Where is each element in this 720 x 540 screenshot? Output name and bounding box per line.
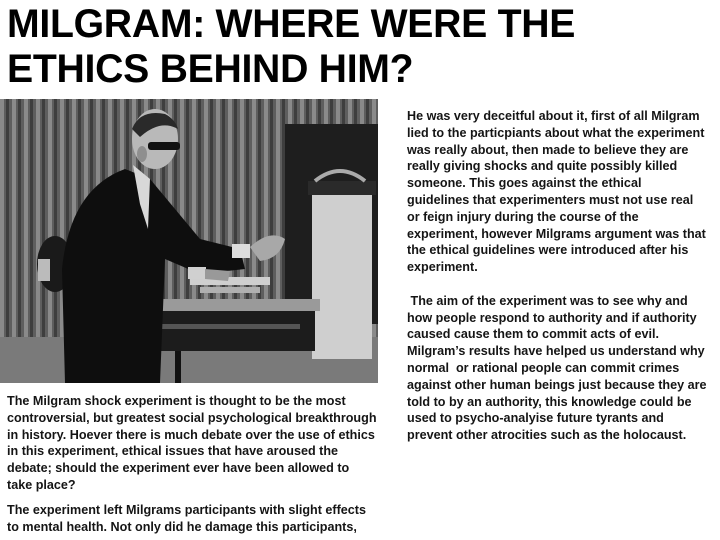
left-column-text xyxy=(7,393,377,535)
aim-paragraph: The aim of the experiment was to see why and how people respond to authority and if authority caused cause them to commit acts of evil. Milgram’s results have helped us understand why normal or rational people can commit crimes against other human beings just because they are told to by an authority, this knowledge could be used to psycho-analyise future tyrants and prevent other atrocities such as the holocaust. xyxy=(407,293,712,443)
deception-paragraph: He was very deceitful about it, first of all Milgram lied to the particpiants about what the experiment was really about, then made to believe they are really giving shocks and quite possibly killed someone. This goes against the ethical guidelines that experimenters must not use real or feign injury during the course of the experiment, however Milgrams argument was that the ethical guidelines were introduced after his experiment. xyxy=(407,109,706,275)
mental-health-paragraph: The experiment left Milgrams participants with slight effects to mental health. Not only did he damage this participants, xyxy=(7,502,366,534)
intro-paragraph: The Milgram shock experiment is thought to be the most controversial, but greatest social psychological breakthrough in history. Hoever there is much debate over the use of ethics in this experiment, ethical issues that have aroused the debate; should the experiment ever have been allowed to take place? xyxy=(7,394,377,492)
milgram-photo xyxy=(0,99,378,383)
photo-milgram-experiment-icon xyxy=(0,99,378,383)
slide-title: MILGRAM: WHERE WERE THE ETHICS BEHIND HIM? xyxy=(7,2,576,91)
right-column-text xyxy=(407,108,712,444)
